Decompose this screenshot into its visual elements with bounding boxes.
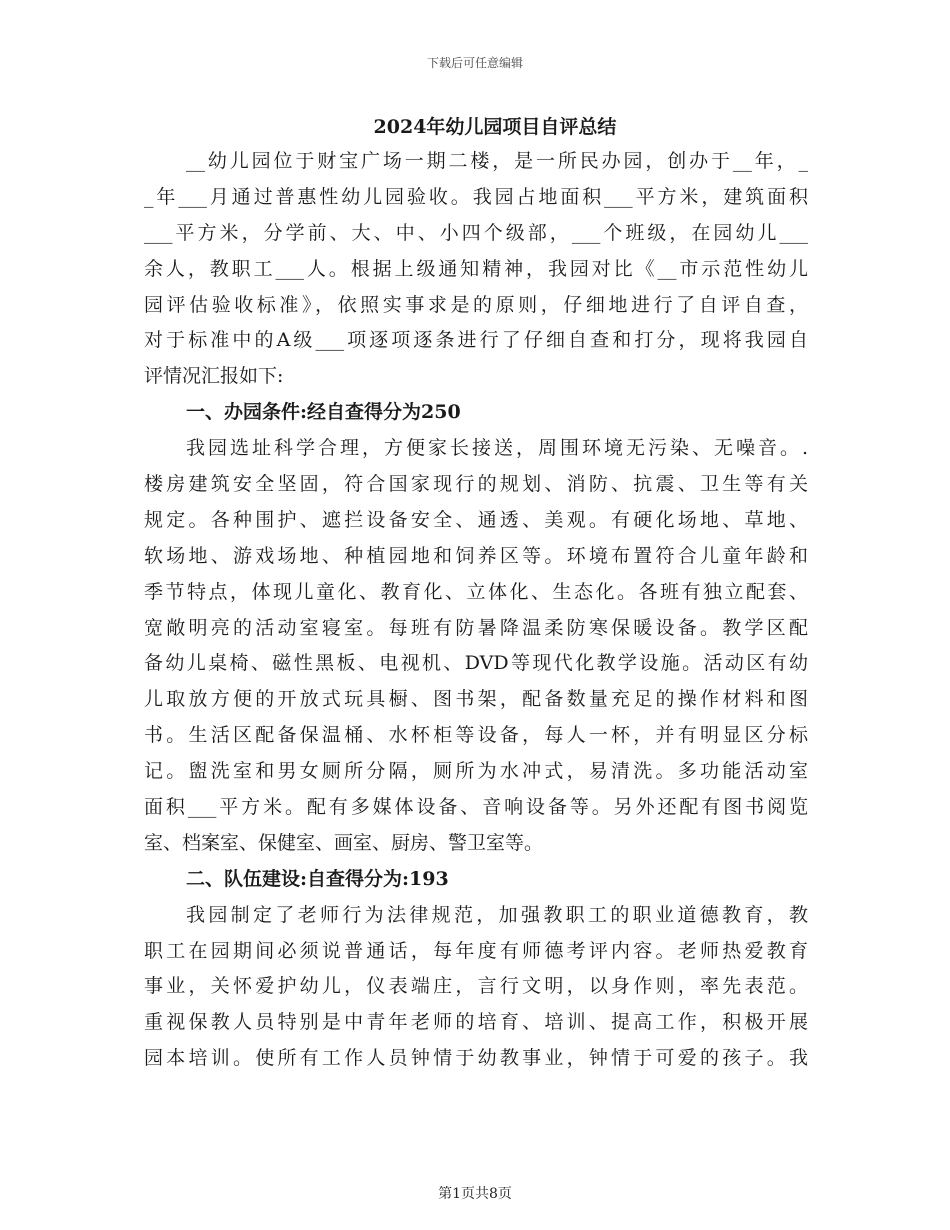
- body-text-line: 重视保教人员特别是中青年老师的培育、培训、提高工作，积极开展: [144, 1011, 808, 1034]
- body-text-line: 我园选址科学合理，方便家长接送，周围环境无污染、无噪音。.: [186, 437, 808, 460]
- body-text-line: 楼房建筑安全坚固，符合国家现行的规划、消防、抗震、卫生等有关: [144, 473, 808, 496]
- section-heading: 二、队伍建设:自查得分为:193: [186, 867, 449, 890]
- page-number-footer: 第1页共8页: [438, 1186, 512, 1202]
- body-text-line: 备幼儿桌椅、磁性黑板、电视机、DVD等现代化教学设施。活动区有幼: [144, 652, 808, 675]
- body-text-line: 余人，教职工___人。根据上级通知精神，我园对比《__市示范性幼儿: [144, 257, 808, 280]
- document-title: 2024年幼儿园项目自评总结: [373, 116, 617, 138]
- body-text-line: 儿取放方便的开放式玩具橱、图书架，配备数量充足的操作材料和图: [144, 688, 808, 711]
- body-text-line: 园评估验收标准》，依照实事求是的原则，仔细地进行了自评自查，: [144, 293, 808, 316]
- body-text-line: 室、档案室、保健室、画室、厨房、警卫室等。: [144, 831, 544, 854]
- body-text-line: 记。盥洗室和男女厕所分隔，厕所为水冲式，易清洗。多功能活动室: [144, 760, 808, 783]
- body-text-line: 对于标准中的A级___项逐项逐条进行了仔细自查和打分，现将我园自: [144, 329, 808, 352]
- section-heading: 一、办园条件:经自查得分为250: [186, 401, 461, 424]
- page-header-note: 下载后可任意编辑: [426, 56, 523, 70]
- body-text-line: 职工在园期间必须说普通话，每年度有师德考评内容。老师热爱教育: [144, 939, 808, 962]
- body-text-line: 评情况汇报如下:: [144, 365, 284, 388]
- body-text-line: 规定。各种围护、遮拦设备安全、通透、美观。有硬化场地、草地、: [144, 508, 808, 531]
- body-text-line: ___平方米，分学前、大、中、小四个级部，___个班级，在园幼儿___: [144, 221, 808, 244]
- body-text-line: 书。生活区配备保温桶、水杯柜等设备，每人一杯，并有明显区分标: [144, 724, 808, 747]
- body-text-line: 软场地、游戏场地、种植园地和饲养区等。环境布置符合儿童年龄和: [144, 544, 808, 567]
- body-text-line: _年___月通过普惠性幼儿园验收。我园占地面积___平方米，建筑面积: [144, 185, 808, 208]
- body-text-line: 事业，关怀爱护幼儿，仪表端庄，言行文明，以身作则，率先表范。: [144, 975, 808, 998]
- body-text-line: 面积___平方米。配有多媒体设备、音响设备等。另外还配有图书阅览: [144, 796, 808, 819]
- body-text-line: 宽敞明亮的活动室寝室。每班有防暑降温柔防寒保暖设备。教学区配: [144, 616, 808, 639]
- body-text-line: 园本培训。使所有工作人员钟情于幼教事业，钟情于可爱的孩子。我: [144, 1047, 808, 1070]
- body-text-line: 我园制定了老师行为法律规范，加强教职工的职业道德教育，教: [186, 903, 808, 926]
- document-body: [144, 144, 808, 1077]
- body-text-line: 季节特点，体现儿童化、教育化、立体化、生态化。各班有独立配套、: [144, 580, 808, 603]
- body-text-line: __幼儿园位于财宝广场一期二楼，是一所民办园，创办于__年，_: [186, 150, 808, 172]
